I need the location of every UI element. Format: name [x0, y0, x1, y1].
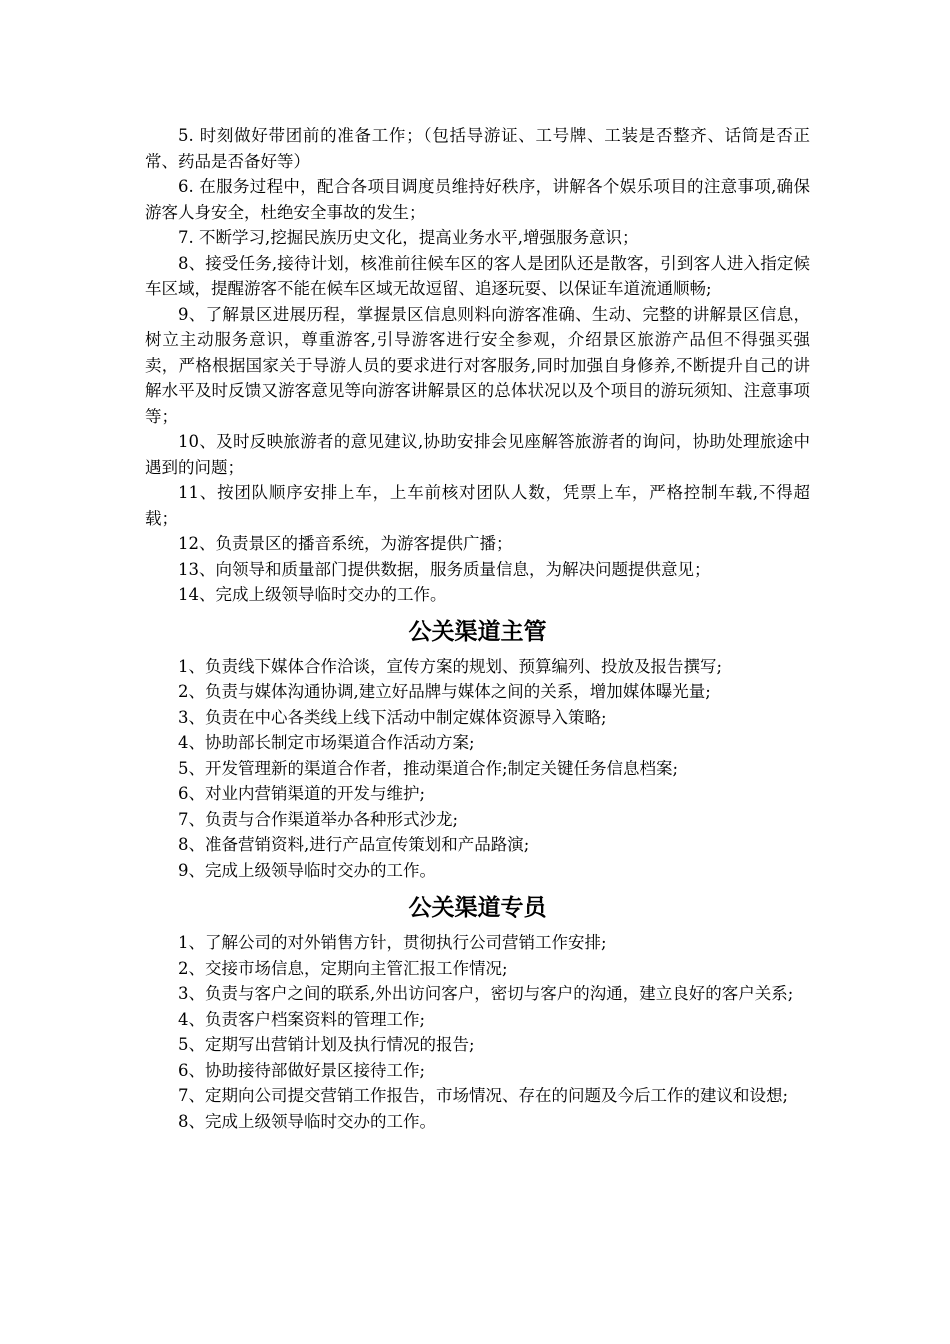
list-item: 8、准备营销资料,进行产品宣传策划和产品路演;: [178, 835, 530, 854]
list-item: 9、完成上级领导临时交办的工作。: [178, 860, 436, 880]
pr-specialist-duties-list: [145, 930, 810, 1134]
list-item: 12、负责景区的播音系统，为游客提供广播；: [178, 534, 513, 553]
list-item: 8、接受任务,接待计划，核准前往候车区的客人是团队还是散客，引到客人进入指定候车区域，提醒游客不能在候车区域无故逗留、追逐玩耍、以保证车道流通顺畅;: [145, 253, 810, 298]
list-item: 8、完成上级领导临时交办的工作。: [178, 1111, 436, 1131]
list-item: 7、负责与合作渠道举办各种形式沙龙;: [178, 809, 459, 829]
list-item: 6、对业内营销渠道的开发与维护;: [178, 784, 426, 803]
document-page: [145, 123, 810, 1134]
list-item: 7、定期向公司提交营销工作报告，市场情况、存在的问题及今后工作的建议和设想;: [178, 1086, 789, 1105]
list-item: 3、负责在中心各类线上线下活动中制定媒体资源导入策略;: [178, 707, 607, 727]
section-heading-pr-supervisor: 公关渠道主管: [408, 617, 547, 645]
list-item: 6、协助接待部做好景区接待工作;: [178, 1060, 426, 1080]
list-item: 14、完成上级领导临时交办的工作。: [178, 585, 447, 604]
list-item: 2、交接市场信息，定期向主管汇报工作情况;: [178, 958, 508, 978]
list-item: 2、负责与媒体沟通协调,建立好品牌与媒体之间的关系，增加媒体曝光量;: [178, 682, 711, 701]
tour-guide-duties-list: [145, 123, 810, 608]
pr-supervisor-duties-list: [145, 654, 810, 884]
list-item: 1、负责线下媒体合作洽谈，宣传方案的规划、预算编列、投放及报告撰写;: [178, 656, 723, 676]
section-heading-pr-specialist: 公关渠道专员: [408, 894, 547, 921]
list-item: 9、了解景区进展历程，掌握景区信息则料向游客准确、生动、完整的讲解景区信息，树立主动服务意识，尊重游客,引导游客进行安全参观，介绍景区旅游产品但不得强买强卖，严格根据国家关于导游人员的要求进行对客服务,同时加强自身修养,不断提升自己的讲解水平及时反馈又游客意见等向游客讲解景区的总体状况以及个项目的游玩须知、注意事项等；: [145, 304, 810, 426]
list-item: 3、负责与客户之间的联系,外出访问客户，密切与客户的沟通，建立良好的客户关系;: [178, 984, 794, 1003]
list-item: 10、及时反映旅游者的意见建议,协助安排会见座解答旅游者的询问，协助处理旅途中遇到的问题；: [145, 432, 810, 477]
list-item: 11、按团队顺序安排上车，上车前核对团队人数，凭票上车，严格控制车载,不得超载；: [145, 483, 810, 528]
list-item: 5、开发管理新的渠道合作者，推动渠道合作;制定关键任务信息档案;: [178, 758, 679, 778]
list-item: 7. 不断学习,挖掘民族历史文化，提高业务水平,增强服务意识；: [178, 228, 639, 247]
list-item: 6. 在服务过程中，配合各项目调度员维持好秩序，讲解各个娱乐项目的注意事项,确保游客人身安全，杜绝安全事故的发生；: [145, 177, 810, 222]
list-item: 5. 时刻做好带团前的准备工作；（包括导游证、工号牌、工装是否整齐、话筒是否正常、药品是否备好等）: [145, 126, 810, 171]
list-item: 13、向领导和质量部门提供数据，服务质量信息，为解决问题提供意见；: [178, 559, 711, 579]
list-item: 1、了解公司的对外销售方针，贯彻执行公司营销工作安排;: [178, 933, 607, 952]
list-item: 4、负责客户档案资料的管理工作;: [178, 1009, 426, 1029]
list-item: 5、定期写出营销计划及执行情况的报告;: [178, 1035, 475, 1054]
list-item: 4、协助部长制定市场渠道合作活动方案;: [178, 733, 475, 752]
